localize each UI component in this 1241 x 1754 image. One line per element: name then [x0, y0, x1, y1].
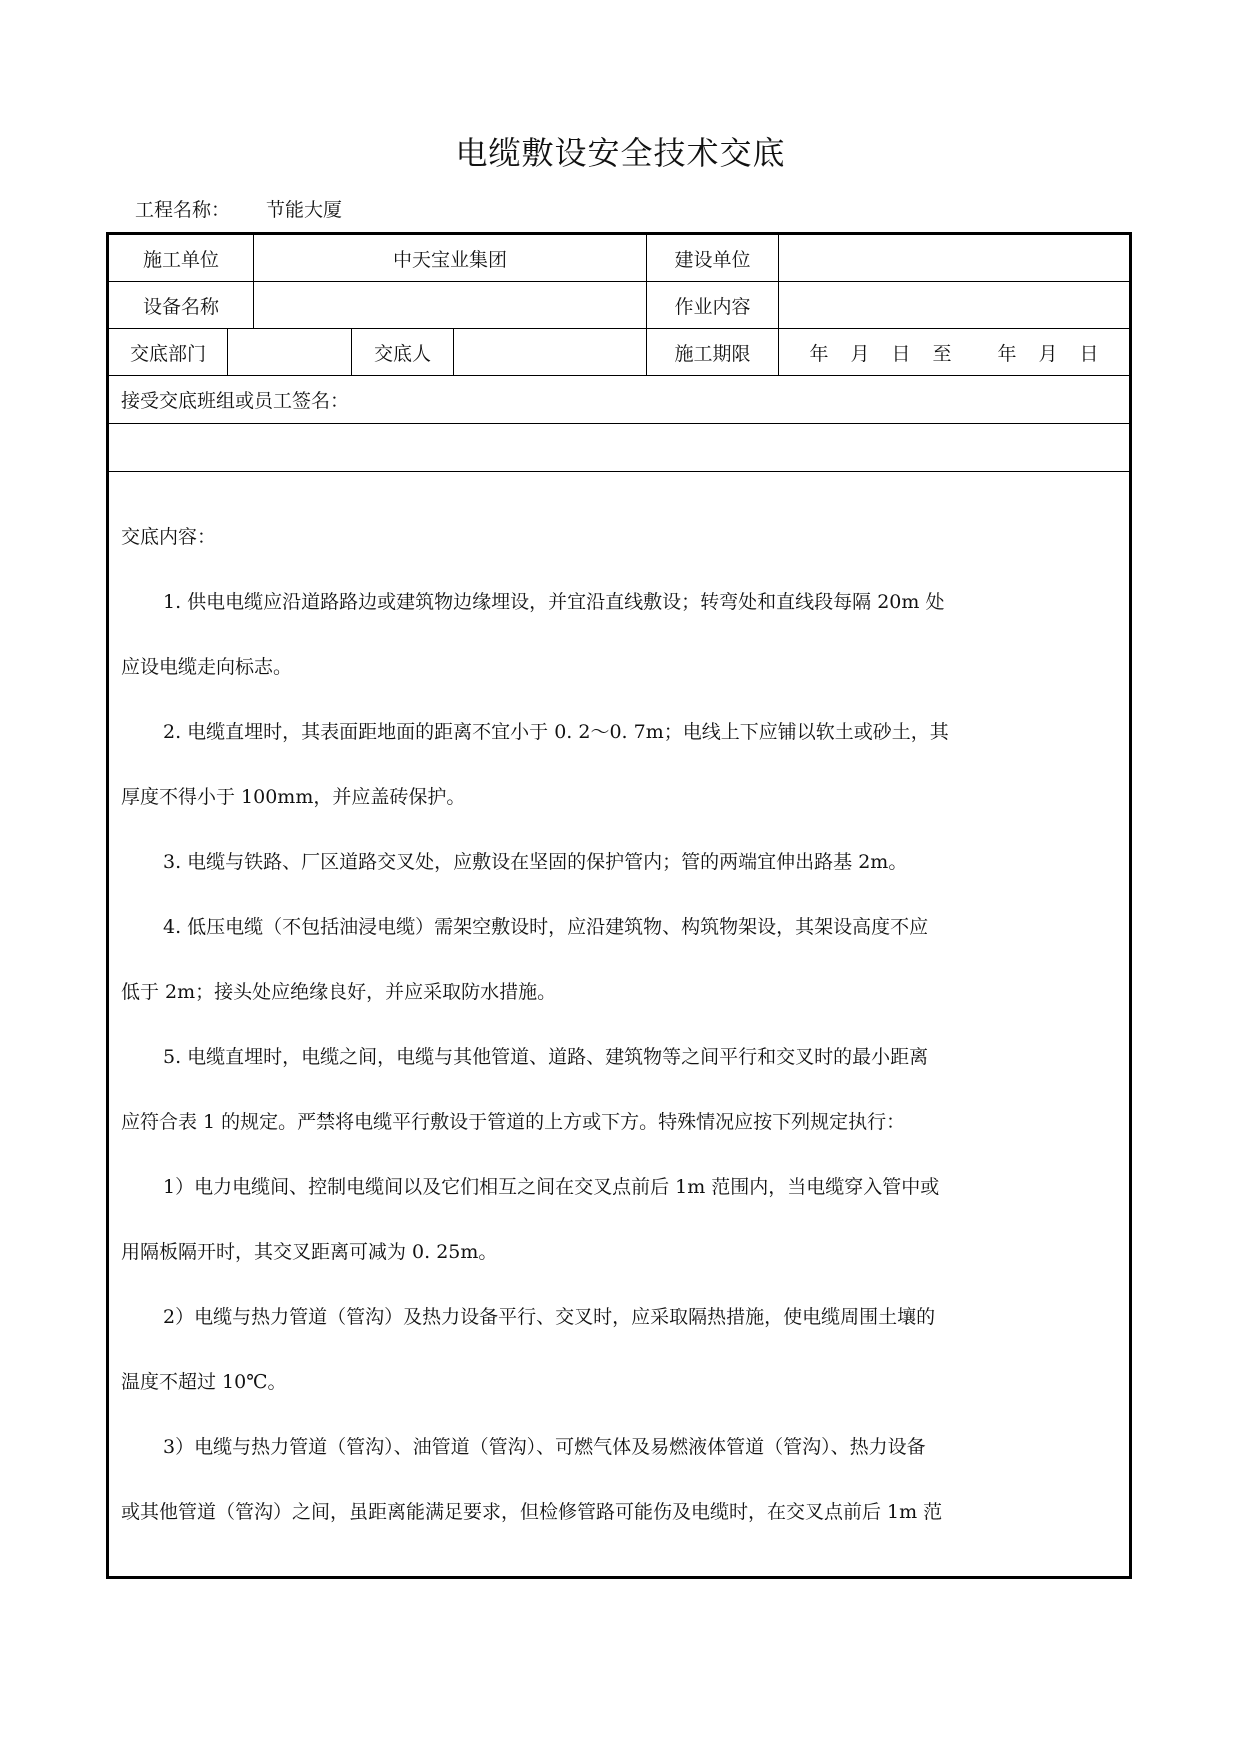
period-month-from: 月 — [850, 342, 870, 365]
content-heading: 交底内容： — [121, 526, 217, 548]
disclosure-form — [106, 232, 1132, 1579]
period-year-from: 年 — [809, 342, 829, 365]
content-line: 低于 2m；接头处应绝缘良好，并应采取防水措施。 — [121, 981, 557, 1003]
form-row-department — [109, 329, 1129, 376]
content-line: 3）电缆与热力管道（管沟）、油管道（管沟）、可燃气体及易燃液体管道（管沟）、热力设备 — [163, 1436, 926, 1458]
form-row-signature-label — [109, 376, 1129, 424]
work-content-label: 作业内容 — [646, 282, 778, 328]
content-line: 1）电力电缆间、控制电缆间以及它们相互之间在交叉点前后 1m 范围内，当电缆穿入管中或 — [163, 1176, 940, 1198]
period-label: 施工期限 — [646, 329, 778, 375]
department-value[interactable] — [227, 329, 351, 375]
content-line: 温度不超过 10℃。 — [121, 1371, 287, 1393]
content-line: 4. 低压电缆（不包括油浸电缆）需架空敷设时，应沿建筑物、构筑物架设，其架设高度不应 — [163, 916, 929, 938]
period-year-to: 年 — [997, 342, 1017, 365]
presenter-value[interactable] — [453, 329, 646, 375]
owner-unit-label: 建设单位 — [646, 235, 778, 281]
form-row-equipment — [109, 282, 1129, 329]
content-line: 1. 供电电缆应沿道路路边或建筑物边缘埋设，并宜沿直线敷设；转弯处和直线段每隔 20m 处 — [163, 591, 945, 613]
work-content-value[interactable] — [778, 282, 1129, 328]
content-line: 3. 电缆与铁路、厂区道路交叉处，应敷设在坚固的保护管内；管的两端宜伸出路基 2m。 — [163, 851, 908, 873]
department-label: 交底部门 — [129, 342, 206, 365]
equipment-name-label: 设备名称 — [142, 295, 219, 318]
period-month-to: 月 — [1038, 342, 1058, 365]
project-name-value: 节能大厦 — [266, 199, 343, 221]
document-title: 电缆敷设安全技术交底 — [455, 134, 786, 172]
content-line: 5. 电缆直埋时，电缆之间，电缆与其他管道、道路、建筑物等之间平行和交叉时的最小距离 — [163, 1046, 929, 1068]
period-to: 至 — [932, 342, 952, 365]
content-line: 2. 电缆直埋时，其表面距地面的距离不宜小于 0. 2～0. 7m；电线上下应铺以软土或砂土，其 — [163, 721, 949, 743]
content-line: 用隔板隔开时，其交叉距离可减为 0. 25m。 — [121, 1241, 498, 1263]
period-day-from: 日 — [891, 342, 911, 365]
content-line: 或其他管道（管沟）之间，虽距离能满足要求，但检修管路可能伤及电缆时，在交叉点前后 1m 范 — [121, 1501, 943, 1523]
project-name-label: 工程名称： — [135, 199, 231, 221]
content-line: 应设电缆走向标志。 — [121, 656, 293, 678]
content-line: 应符合表 1 的规定。严禁将电缆平行敷设于管道的上方或下方。特殊情况应按下列规定执行： — [121, 1111, 906, 1133]
period-day-to: 日 — [1079, 342, 1099, 365]
signature-label: 接受交底班组或员工签名： — [121, 390, 350, 412]
project-name-line — [135, 195, 342, 222]
construction-unit-value[interactable]: 中天宝业集团 — [253, 235, 646, 281]
period-value[interactable] — [778, 329, 1129, 375]
signature-field[interactable] — [109, 424, 1129, 472]
form-row-units — [109, 235, 1129, 282]
equipment-name-value[interactable] — [253, 282, 646, 328]
disclosure-content — [109, 475, 1129, 1576]
content-line: 2）电缆与热力管道（管沟）及热力设备平行、交叉时，应采取隔热措施，使电缆周围土壤的 — [163, 1306, 936, 1328]
content-line: 厚度不得小于 100mm，并应盖砖保护。 — [121, 786, 466, 808]
owner-unit-value[interactable] — [778, 235, 1129, 281]
presenter-label: 交底人 — [351, 329, 453, 375]
construction-unit-label: 施工单位 — [142, 248, 219, 271]
